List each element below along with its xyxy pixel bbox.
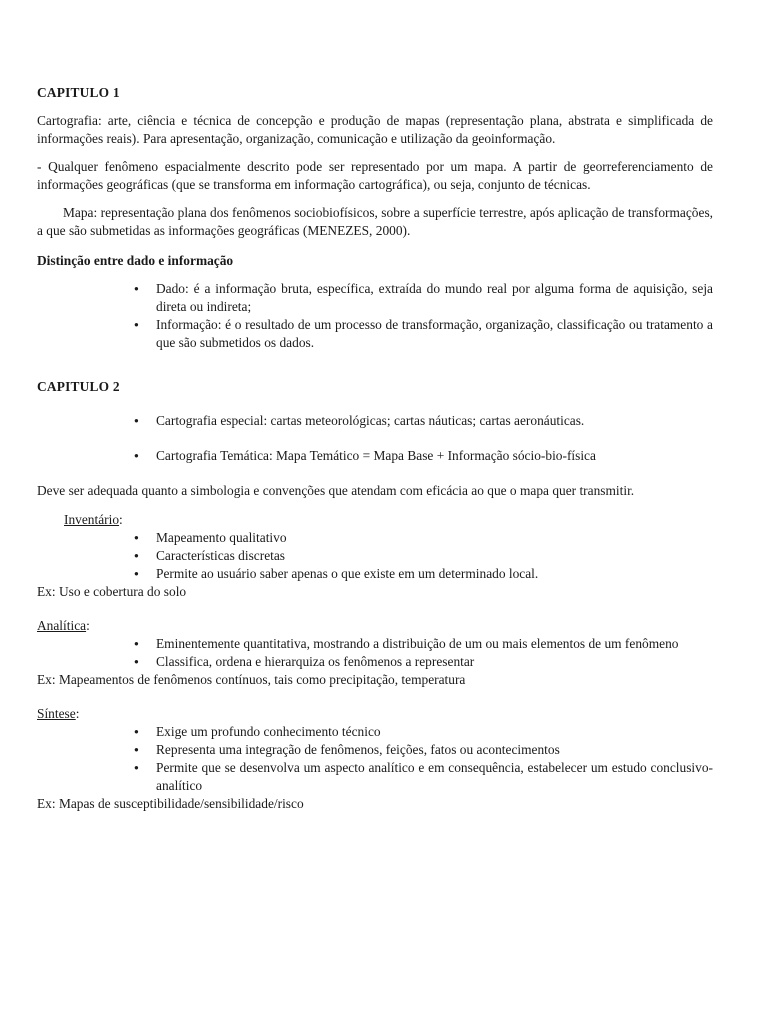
sintese-bullet-list <box>37 723 713 795</box>
sintese-colon: : <box>75 706 80 721</box>
list-item: ● Representa uma integração de fenômenos, feições, fatos ou acontecimentos <box>156 741 713 759</box>
sintese-example: Ex: Mapas de susceptibilidade/sensibilidade/risco <box>37 796 304 811</box>
cap1-bullet-list <box>37 280 713 352</box>
cap1-subheading: Distinção entre dado e informação <box>37 253 234 268</box>
analitica-example: Ex: Mapeamentos de fenômenos contínuos, tais como precipitação, temperatura <box>37 672 466 687</box>
sintese-label: Síntese <box>37 706 76 721</box>
inventario-heading <box>37 511 713 529</box>
cap1-paragraph-2: - Qualquer fenômeno espacialmente descrito pode ser representado por um mapa. A partir de georreferenciamento de informações geográficas (que se transforma em informação cartográfica), ou seja, conjunto de técnicas. <box>37 159 713 192</box>
inventario-colon: : <box>119 512 123 527</box>
cap2-paragraph-1: Deve ser adequada quanto a simbologia e convenções que atendam com eficácia ao que o mapa quer transmitir. <box>37 483 635 498</box>
list-item: ● Dado: é a informação bruta, específica, extraída do mundo real por alguma forma de aquisição, seja direta ou indireta; <box>156 280 713 316</box>
document-page <box>37 84 713 813</box>
list-item: ● Cartografia especial: cartas meteorológicas; cartas náuticas; cartas aeronáuticas. <box>156 412 713 430</box>
list-item: ● Características discretas <box>156 547 713 565</box>
list-item: ● Eminentemente quantitativa, mostrando a distribuição de um ou mais elementos de um fenômeno <box>156 635 713 653</box>
chapter-2-title: CAPITULO 2 <box>37 379 120 394</box>
sintese-heading <box>37 705 713 723</box>
list-item: ● Permite ao usuário saber apenas o que existe em um determinado local. <box>156 565 713 583</box>
analitica-colon: : <box>86 618 90 633</box>
cap1-paragraph-3: Mapa: representação plana dos fenômenos sociobiofísicos, sobre a superfície terrestre, após aplicação de transformações, a que são submetidas as informações geográficas (MENEZES, 2000). <box>37 205 713 238</box>
list-item: ● Exige um profundo conhecimento técnico <box>156 723 713 741</box>
chapter-1-title: CAPITULO 1 <box>37 85 120 100</box>
cap2-bullet-list-b <box>37 447 713 465</box>
inventario-bullet-list <box>37 529 713 583</box>
cap1-paragraph-1: Cartografia: arte, ciência e técnica de concepção e produção de mapas (representação plana, abstrata e simplificada de informações reais). Para apresentação, organização, comunicação e utilização da geoinformação. <box>37 113 713 146</box>
list-item: ● Cartografia Temática: Mapa Temático = Mapa Base + Informação sócio-bio-física <box>156 447 713 465</box>
analitica-heading <box>37 617 713 635</box>
list-item: ● Permite que se desenvolva um aspecto analítico e em consequência, estabelecer um estudo conclusivo-analítico <box>156 759 713 795</box>
list-item: ● Informação: é o resultado de um processo de transformação, organização, classificação ou tratamento a que são submetidos os dados. <box>156 316 713 352</box>
cap2-bullet-list-a <box>37 412 713 430</box>
analitica-label: Analítica <box>37 618 87 633</box>
analitica-bullet-list <box>37 635 713 671</box>
inventario-example: Ex: Uso e cobertura do solo <box>37 584 187 599</box>
list-item: ● Classifica, ordena e hierarquiza os fenômenos a representar <box>156 653 713 671</box>
inventario-label: Inventário <box>64 512 120 527</box>
list-item: ● Mapeamento qualitativo <box>156 529 713 547</box>
